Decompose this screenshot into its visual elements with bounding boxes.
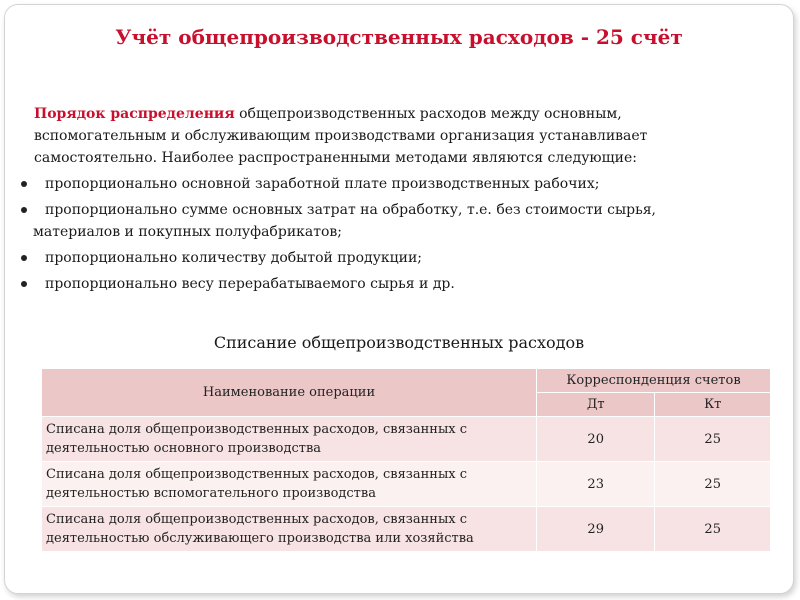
- header-operation: Наименование операции: [42, 369, 537, 417]
- bullet-icon: [21, 207, 27, 213]
- list-item: [33, 247, 753, 269]
- header-dt: Дт: [537, 393, 655, 417]
- intro-text: общепроизводственных расходов между основным, вспомогательным и обслуживающим производствами организация устанавливает самостоятельно. Наиболее распространенными методами являются следующие:: [34, 106, 648, 166]
- dt-cell: 29: [537, 507, 655, 552]
- list-item-text: пропорционально количеству добытой продукции;: [45, 250, 422, 266]
- operation-line2: деятельностью обслуживающего производства или хозяйства: [46, 531, 474, 546]
- kt-cell: 25: [655, 462, 771, 507]
- intro-paragraph: [33, 103, 753, 169]
- operation-line2: деятельностью основного производства: [46, 441, 322, 456]
- bullet-icon: [21, 281, 27, 287]
- header-correspondence: Корреспонденция счетов: [537, 369, 771, 393]
- operation-cell: [42, 417, 537, 462]
- section-title: Списание общепроизводственных расходов: [213, 333, 585, 352]
- list-item-text: пропорционально основной заработной плате производственных рабочих;: [45, 176, 600, 192]
- table-row: [42, 507, 771, 552]
- kt-cell: 25: [655, 417, 771, 462]
- dt-cell: 20: [537, 417, 655, 462]
- list-item: [33, 273, 753, 295]
- list-item: [33, 199, 753, 243]
- intro-highlight: Порядок распределения: [34, 106, 235, 122]
- dt-cell: 23: [537, 462, 655, 507]
- slide-title: Учёт общепроизводственных расходов - 25 счёт: [115, 25, 683, 49]
- slide-frame: [4, 4, 794, 594]
- list-item-text: пропорционально весу перерабатываемого сырья и др.: [45, 276, 455, 292]
- operation-line2: деятельностью вспомогательного производства: [46, 486, 376, 501]
- operation-line1: Списана доля общепроизводственных расходов, связанных с: [46, 512, 468, 527]
- operation-cell: [42, 507, 537, 552]
- list-item-text-line2: материалов и покупных полуфабрикатов;: [33, 224, 343, 240]
- kt-cell: 25: [655, 507, 771, 552]
- table-row: [42, 417, 771, 462]
- header-kt: Кт: [655, 393, 771, 417]
- operation-line1: Списана доля общепроизводственных расходов, связанных с: [46, 422, 468, 437]
- list-item-text-line1: пропорционально сумме основных затрат на обработку, т.е. без стоимости сырья,: [45, 202, 657, 218]
- list-item: [33, 173, 753, 195]
- list-item-text-block: [33, 199, 753, 243]
- bullet-icon: [21, 181, 27, 187]
- write-off-table: [41, 368, 771, 552]
- bullet-icon: [21, 255, 27, 261]
- operation-line1: Списана доля общепроизводственных расходов, связанных с: [46, 467, 468, 482]
- table-header-row: [42, 369, 771, 393]
- methods-list: [33, 173, 753, 295]
- table-row: [42, 462, 771, 507]
- content-body: [33, 103, 753, 295]
- operation-cell: [42, 462, 537, 507]
